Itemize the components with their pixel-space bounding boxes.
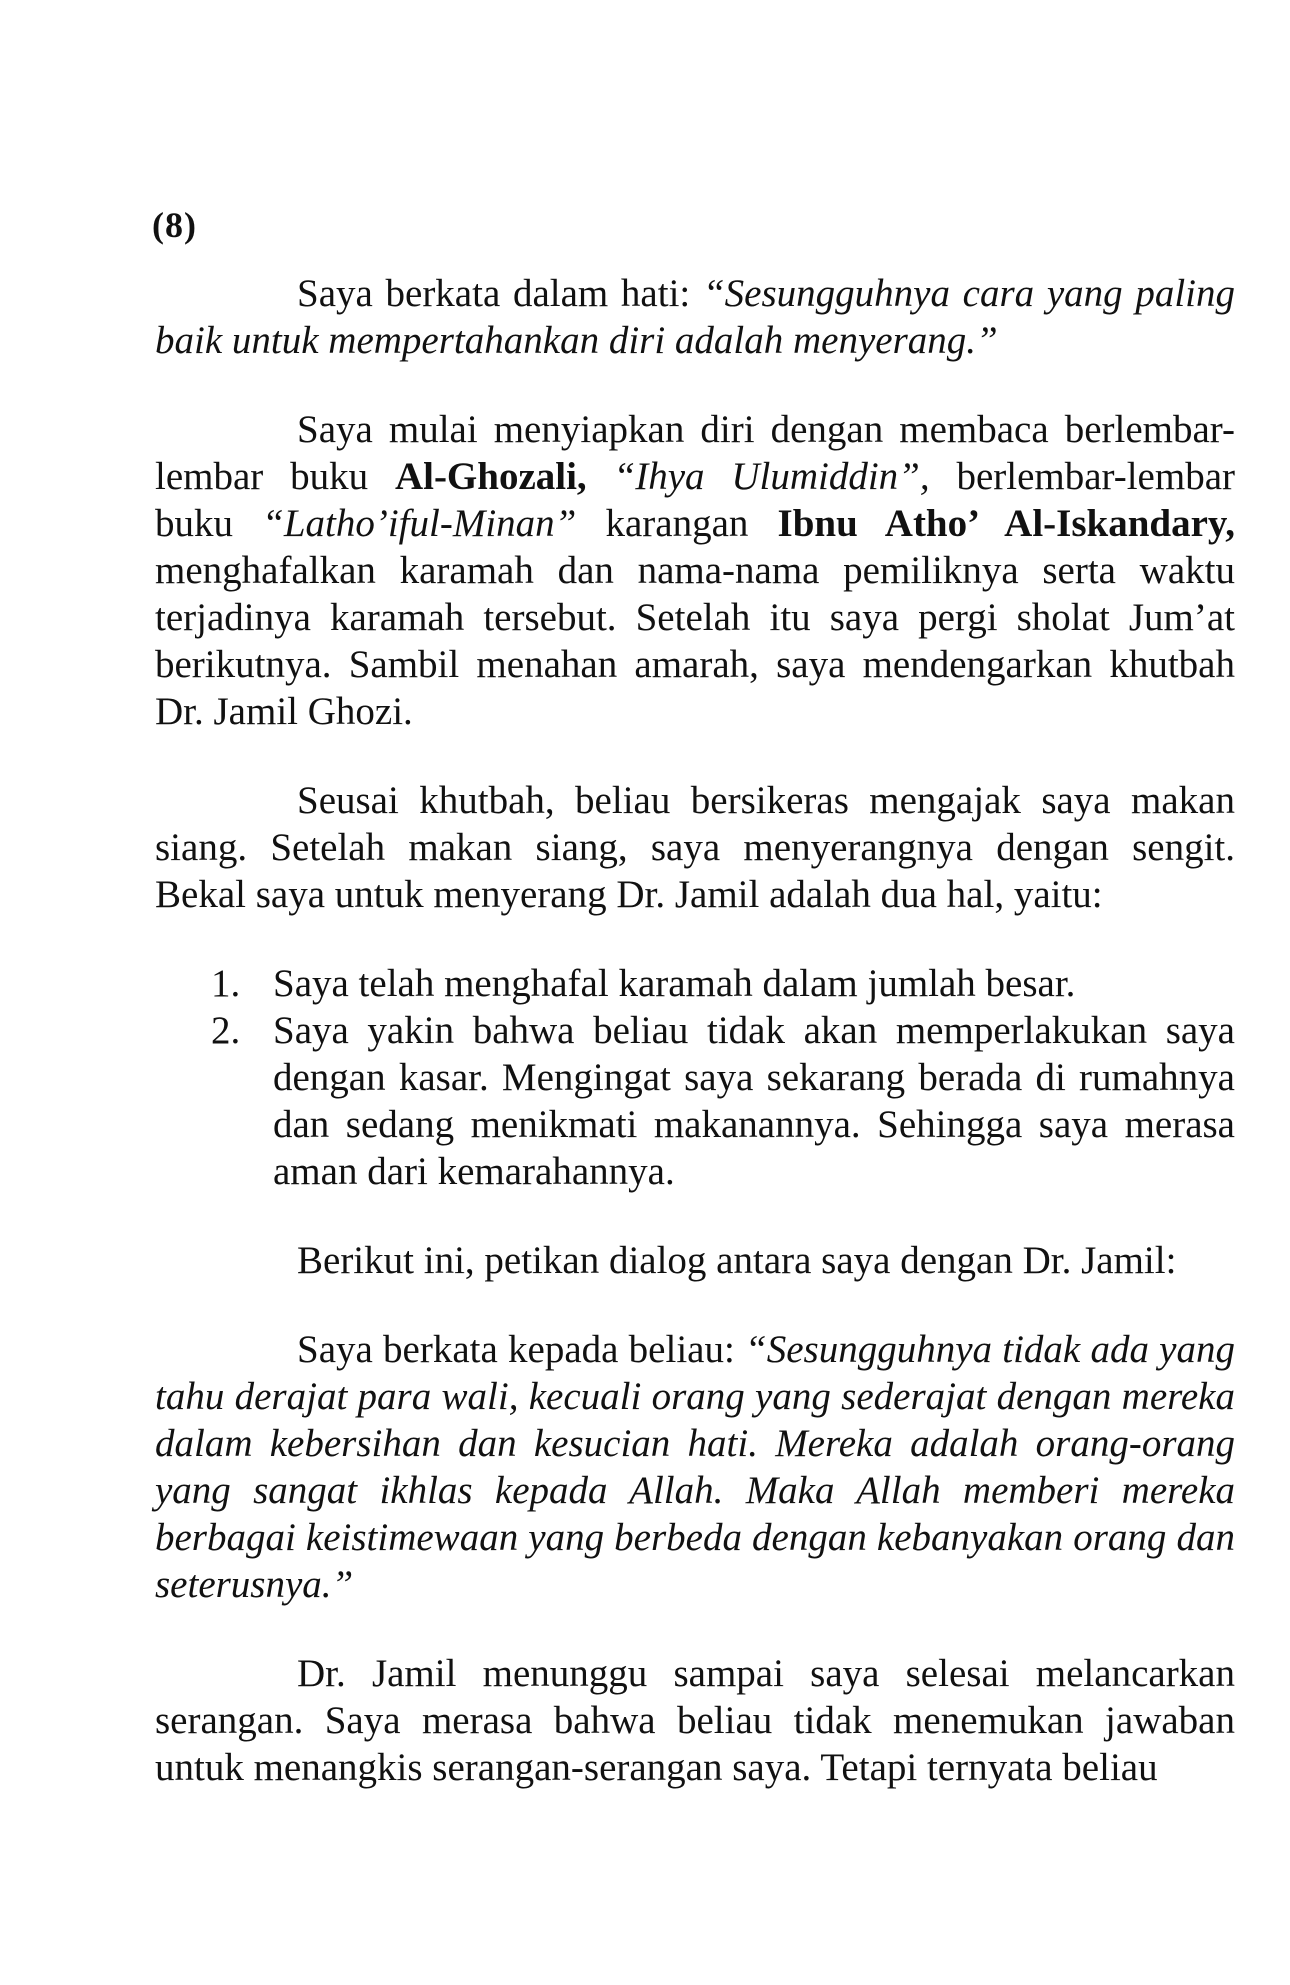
paragraph-3: Seusai khutbah, beliau bersikeras mengajak saya makan siang. Setelah makan siang, saya menyerangnya dengan sengit. Bekal saya untuk menyerang Dr. Jamil adalah dua hal, yaitu: bbox=[155, 779, 1235, 916]
list-number: 1. bbox=[211, 962, 241, 1005]
paragraph-2 bbox=[155, 406, 1235, 735]
p2-part-e: berlembar-lembar buku bbox=[155, 455, 1235, 545]
list-number: 2. bbox=[211, 1009, 241, 1052]
list-text: Saya telah menghafal karamah dalam jumlah besar. bbox=[273, 962, 1076, 1005]
list-text: Saya yakin bahwa beliau tidak akan memperlakukan saya dengan kasar. Mengingat saya sekarang berada di rumahnya dan sedang menikmati makanannya. Sehingga saya merasa aman dari kemarahannya. bbox=[273, 1009, 1235, 1193]
p2-part-a: Saya mulai menyiapkan diri dengan membaca berlembar-lembar buku bbox=[155, 408, 1235, 498]
numbered-list bbox=[155, 960, 1235, 1195]
page-number: (8) bbox=[152, 205, 197, 245]
paragraph-4: Berikut ini, petikan dialog antara saya dengan Dr. Jamil: bbox=[297, 1239, 1177, 1282]
paragraph-5 bbox=[155, 1326, 1235, 1608]
list-item bbox=[155, 960, 1235, 1007]
body-text bbox=[155, 270, 1235, 1791]
p2-title-ihya: “Ihya Ulumiddin”, bbox=[613, 455, 930, 498]
paragraph-1 bbox=[155, 270, 1235, 364]
p5-lead: Saya berkata kepada beliau: bbox=[297, 1328, 746, 1371]
p1-quote: “Sesungguhnya cara yang paling baik untuk mempertahankan diri adalah menyerang.” bbox=[155, 272, 1235, 362]
p2-part-i: menghafalkan karamah dan nama-nama pemiliknya serta waktu terjadinya karamah tersebut. Setelah itu saya pergi sholat Jum’at berikutnya. Sambil menahan amarah, saya mendengarkan khutbah Dr. Jamil Ghozi. bbox=[155, 549, 1235, 733]
p2-title-lathoif: “Latho’iful-Minan” bbox=[262, 502, 577, 545]
p2-author-ghozali: Al-Ghozali, bbox=[394, 455, 587, 498]
paragraph-6: Dr. Jamil menunggu sampai saya selesai melancarkan serangan. Saya merasa bahwa beliau tidak menemukan jawaban untuk menangkis serangan-serangan saya. Tetapi ternyata beliau bbox=[155, 1652, 1235, 1789]
p2-part-g: karangan bbox=[576, 502, 778, 545]
p2-space bbox=[587, 455, 614, 498]
list-item bbox=[155, 1007, 1235, 1195]
p1-lead: Saya berkata dalam hati: bbox=[297, 272, 703, 315]
p5-quote: “Sesungguhnya tidak ada yang tahu derajat para wali, kecuali orang yang sederajat dengan mereka dalam kebersihan dan kesucian hati. Mereka adalah orang-orang yang sangat ikhlas kepada Allah. Maka Allah memberi mereka berbagai keistimewaan yang berbeda dengan kebanyakan orang dan seterusnya.” bbox=[155, 1328, 1235, 1606]
p2-author-atho: Ibnu Atho’ Al-Iskandary, bbox=[777, 502, 1236, 545]
